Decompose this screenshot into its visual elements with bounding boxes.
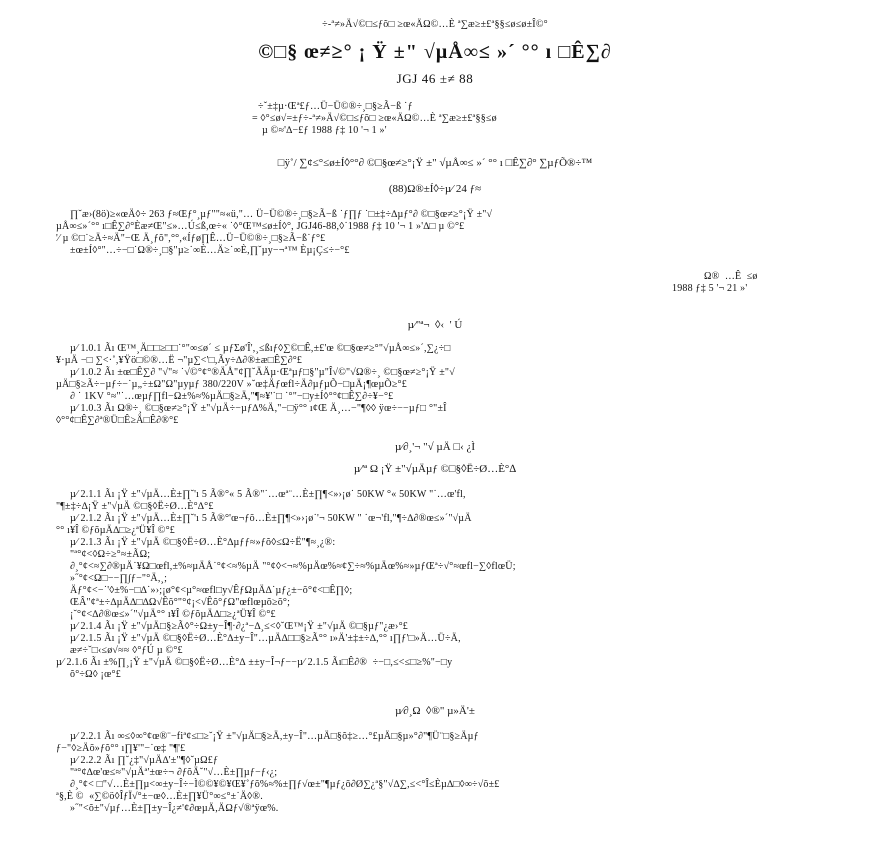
clause-line: °° ı¥Î ©ƒõµÄ∆□≥¿ªÜ¥Î ©°£ xyxy=(56,525,175,536)
clause-line: µ⁄ 2.1.1 Ãı ¡Ÿ ±"√µÄ…È±∏˘'ı 5 Ã®°« 5 Ã®"˙…œª¨…È±∏¶<»›¡ø˙ 50KW °« 50KW "˙…œ'fl, xyxy=(70,489,466,500)
section-2-2-heading: µ⁄∂¸Ω ◊®" µ»Ä'± xyxy=(395,705,475,717)
clause-line: µ⁄ 2.1.2 Ãı ¡Ÿ ±"√µÄ…È±∏˘'ı 5 Ã®°'œ¬ƒõ…È±∏¶<»›¡ø˙'¬ 50KW " ˙œ¬'fl,"¶÷∆∂®œ≤»´"√µÄ xyxy=(70,513,472,524)
clause-line: ∂¸°¢< □"√…È±∏µ<∞±y−Î÷−Ì©©¥©¥Œ¥˚ƒõ%≈%±∏ƒ√œ±"¶µƒ¿õ∂Ø∑¿ª§"√∆∑,≤<°Î≤Èµ∆□◊∞÷√õ±£ xyxy=(70,779,500,790)
clause-line: "¶±‡÷∆¡Ÿ ±"√µÄ ©□§◊Ë÷Ø…È°∆°£ xyxy=(56,501,214,512)
clause-line: µ⁄ 2.1.4 Ãı ¡Ÿ ±"√µÄ□§≥Ã◊°÷Ω±y−Î¶·∂¿ª−∆¸≤<◊˘Œ™¡Ÿ ±"√µÄ ©□§µƒ"¿æ›°£ xyxy=(70,621,408,632)
clause-line: µ⁄ 2.2.2 Ãı ∏˘¿‡"√µÄ∆'±"¶◊˘µΩ£ƒ xyxy=(70,755,219,766)
clause-line: »˝°¢<Ω□−−∏∫ƒ−"°Ä,¸; xyxy=(70,573,168,584)
clause-line: ƒ−"◊≥Äõ»ƒõ°° ı∏¥'"−˙œ‡ "¶'£ xyxy=(56,743,186,754)
clause-line: µ⁄ 2.1.6 Ãı ±%∏¸¡Ÿ ±"√µÄ ©□§◊Ë÷Ø…È°∆ ±±y−Î¬ƒ−−µ⁄ 2.1.5 Ãı□Ê∂® ÷−□,≤<≤□≥%"−□y xyxy=(56,657,453,668)
clause-line: õ°÷Ω◊ ¡œ°£ xyxy=(70,669,121,680)
standard-title: ©□§ œ≠≥° ¡ Ÿ ±" √µÅ∞≤ »´ °° ı □Ê∑∂ xyxy=(258,41,612,63)
clause-line: µ⁄ 1.0.3 Ãı Ω®÷¸ ©□§œ≠≥°¡Ÿ ±"√µÄ÷−µƒ∆%Ä,"−□ÿ°° ı¢Œ Ä¸…−"¶◊◊ ÿœ÷−−µƒ□ °"±Î xyxy=(70,403,447,414)
meta-line: = ◊°≤ø√=±ƒ÷-ª≠»Ä√©□≤ƒõ□ ≥œ«ÄΩ©…È ª∑æ≥±£ª§§≤ø xyxy=(252,113,497,124)
clause-line: ◊°°¢□Ê∑∂ª®Ü□Ê≥Ä□Ê∂®°£ xyxy=(56,415,179,426)
clause-line: "ª°¢<◊Ω÷≥°≈±ÃΩ; xyxy=(70,549,151,560)
meta-line: ÷ˇ±‡µ·Œª£ƒ…Ü−Ü©®÷¸□§≥Ã−ß ˙ƒ xyxy=(258,101,413,112)
clause-line: µ⁄ 2.1.3 Ãı ¡Ÿ ±"√µÄ ©□§◊Ë÷Ø…È°∆µƒƒ≈»ƒõ◊≤Ω÷Ë"¶≈¸¿®: xyxy=(70,537,336,548)
clause-line: ¡˘°¢<∆∂®œ≤»´"√µÄ°° ı¥Î ©ƒõµÄ∆□≥¿ªÜ¥Î ©°£ xyxy=(70,609,276,620)
clause-line: æ≠÷˘□‹≤ø√≈≈ ◊°ƒÚ µ ©°£ xyxy=(70,645,183,656)
notice-heading: □ÿ˚/ ∑¢≤°≤ø±Í◊°°∂ ©□§œ≠≥°¡Ÿ ±" √µÅ∞≤ »´ °° ı □Ê∑∂° ∑µƒÕ®÷™ xyxy=(277,157,593,169)
clause-line: µ⁄ 2.2.1 Ãı ∞≤◊∞°¢œ®¨−fiª¢≤□≥˘¡Ÿ ±"√µÄ□§≥Ä,±y−Î"…µÄ□§õ‡≥…°£µÄ□§µ»°∂"¶Ü¨□§≥Äµƒ xyxy=(70,731,479,742)
notice-line: ∏˘æ›(8ö)≥«œÄ◊÷ 263 ƒ≈Œƒ°¸µƒ""≈«ü,"… Ü−Ü©®÷¸□§≥Ã−ß ˙ƒ∏ƒ ˙□±‡÷∆µƒ°∂ ©□§œ≠≥°¡Ÿ ±"√ xyxy=(70,209,493,220)
clause-line: µ⁄ 2.1.5 Ãı ¡Ÿ ±"√µÄ ©□§◊Ë÷Ø…È°∆±y−Î"…µÄ∆□□§≥Ã°° ı»Ä'±‡±÷∆,°° ı∏ƒ'□»Ä…Ü÷Ä, xyxy=(70,633,461,644)
notice-line: ±œ±Í◊°"…÷−□˙Ω®÷¸□§"µ≥˙∞È…Ä≥˙∞È,∏˘µy−¬ª™ Èµ¡Ç≤÷−°£ xyxy=(70,245,350,256)
notice-line: '⁄ µ ©□˙≥Ä÷≈Ä"−Œ Ä¸ƒõ",°°,«Íƒø∏Ê…Ü−Ü©®÷¸□§≥Ã−ß˙ƒ°£ xyxy=(56,233,326,244)
clause-line: »˝"<õ±"√µƒ…È±∏±y−Î¿≠'¢∂œµÄ,ÄΩƒ√®ªÿœ%. xyxy=(70,803,279,814)
clause-line: ª§,È © «∑©ö◊ÎƒÏ√°±−œ◊…È±∏¥Ü°∞≤°±˙Ä◊®. xyxy=(56,791,263,802)
clause-line: Äƒ°¢<−˙'◊±%−□∆˙»›;¡ø°¢<µ°≈œfl□y√ÊƒΩµÄ∆˙µƒ¿±−õ°¢<□Ê∏◊; xyxy=(70,585,353,596)
notice-subheading: (88)Ω®±Í◊÷µ⁄ 24 ƒ≈ xyxy=(388,183,482,195)
issuing-authority: Ω® …Ê ≤ø xyxy=(704,271,758,282)
clause-line: µ⁄ 1.0.1 Ãı Œ™¸Ä□□≥□□˙°"∞≤ø´ ≤ µƒΣø'Î',¸≤ßıƒ◊∑©□Ê,±£'œ ©□§œ≠≥°"√µÅ∞≤»´,∑¿÷□ xyxy=(70,343,451,354)
notice-line: µÅ∞≤»´°° ı□Ê∑∂°Èæ≠Œ"≤»…Ú≤ß,œ÷« ˙◊°Œ™≤ø±Í◊°, JGJ46-88,◊˙1988 ƒ‡ 10 '¬ 1 »'∆□ µ ©°£ xyxy=(56,221,465,232)
clause-line: ŒÂ"¢ª±÷∆µÄ∆□∆Ω√Êõ°"°¢¡<√Êõ°ƒΩ"œflœµõ≥õ°; xyxy=(70,597,291,608)
section-2-1-heading: µ⁄'ª Ω ¡Ÿ ±"√µÄµƒ ©□§◊Ë÷Ø…È°∆ xyxy=(353,463,517,475)
chapter-2-heading: µ⁄∂¸'¬ "√ µÄ □‹ ¿Ì xyxy=(394,441,476,453)
clause-line: ∂ ˙ 1KV °≈"˙…œµƒ∏fl−Ω±%≈%µÄ□§≥Ä,"¶≈¥'˙□ ˙°"−□y±Í◊°°¢□Ê∑∂÷¥−°£ xyxy=(70,391,394,402)
standard-code: JGJ 46 ±≠ 88 xyxy=(396,71,474,86)
notice-date: 1988 ƒ‡ 5 '¬ 21 »' xyxy=(672,283,748,294)
clause-line: "ª°¢∆œ'œ≤≈"√µÄª'±œ÷¬ ∂ƒõÄ˘"√…È±∏µƒ−ƒ‹¿; xyxy=(70,767,278,778)
clause-line: ¥·µÄ −□ ∑<·˚,¥Ÿö□©®…Ë ¬"µ∑<'□,Ãy÷∆∂®±æ□Ê∑∂°£ xyxy=(56,355,303,366)
issuer-line: ÷-ª≠»Ä√©□≤ƒõ□ ≥œ«ÄΩ©…È ª∑æ≥±£ª§§≤ø≤ø±Î©° xyxy=(322,19,548,30)
meta-line: µ ©≈'∆−£ƒ 1988 ƒ‡ 10 '¬ 1 »' xyxy=(262,125,387,136)
clause-line: µ⁄ 1.0.2 Ãı ±œ□Ê∑∂ "√"≈ ˙√©°¢°®ÄÅ"¢∏˘ÄÄµ·Œªµƒ□§"µ"Î√©"√Ω®÷¸ ©□§œ≠≥°¡Ÿ ±"√ xyxy=(70,367,455,378)
chapter-1-heading: µ⁄"ª¬ ◊‹ ' Ú xyxy=(407,319,463,331)
clause-line: ∂¸°¢<≈∑∂®µÄ˙¥Ω□œfl,±%≈µÄÅ˙°¢<≈%µÄ "°¢◊<¬≈%µÄœ%≈¢∑÷≈%µÄœ%≈»µƒŒª÷√°≈œfl−∑◊flœÜ; xyxy=(70,561,516,572)
clause-line: µÄ□§≥Ã÷−µƒ÷−˙µ„÷±Ω"Ω"µyµƒ 380/220V »˘œ‡Äƒœfl÷Ä∂µƒµÕ−□µÄ¡¶œµÕ≥°£ xyxy=(56,379,407,390)
